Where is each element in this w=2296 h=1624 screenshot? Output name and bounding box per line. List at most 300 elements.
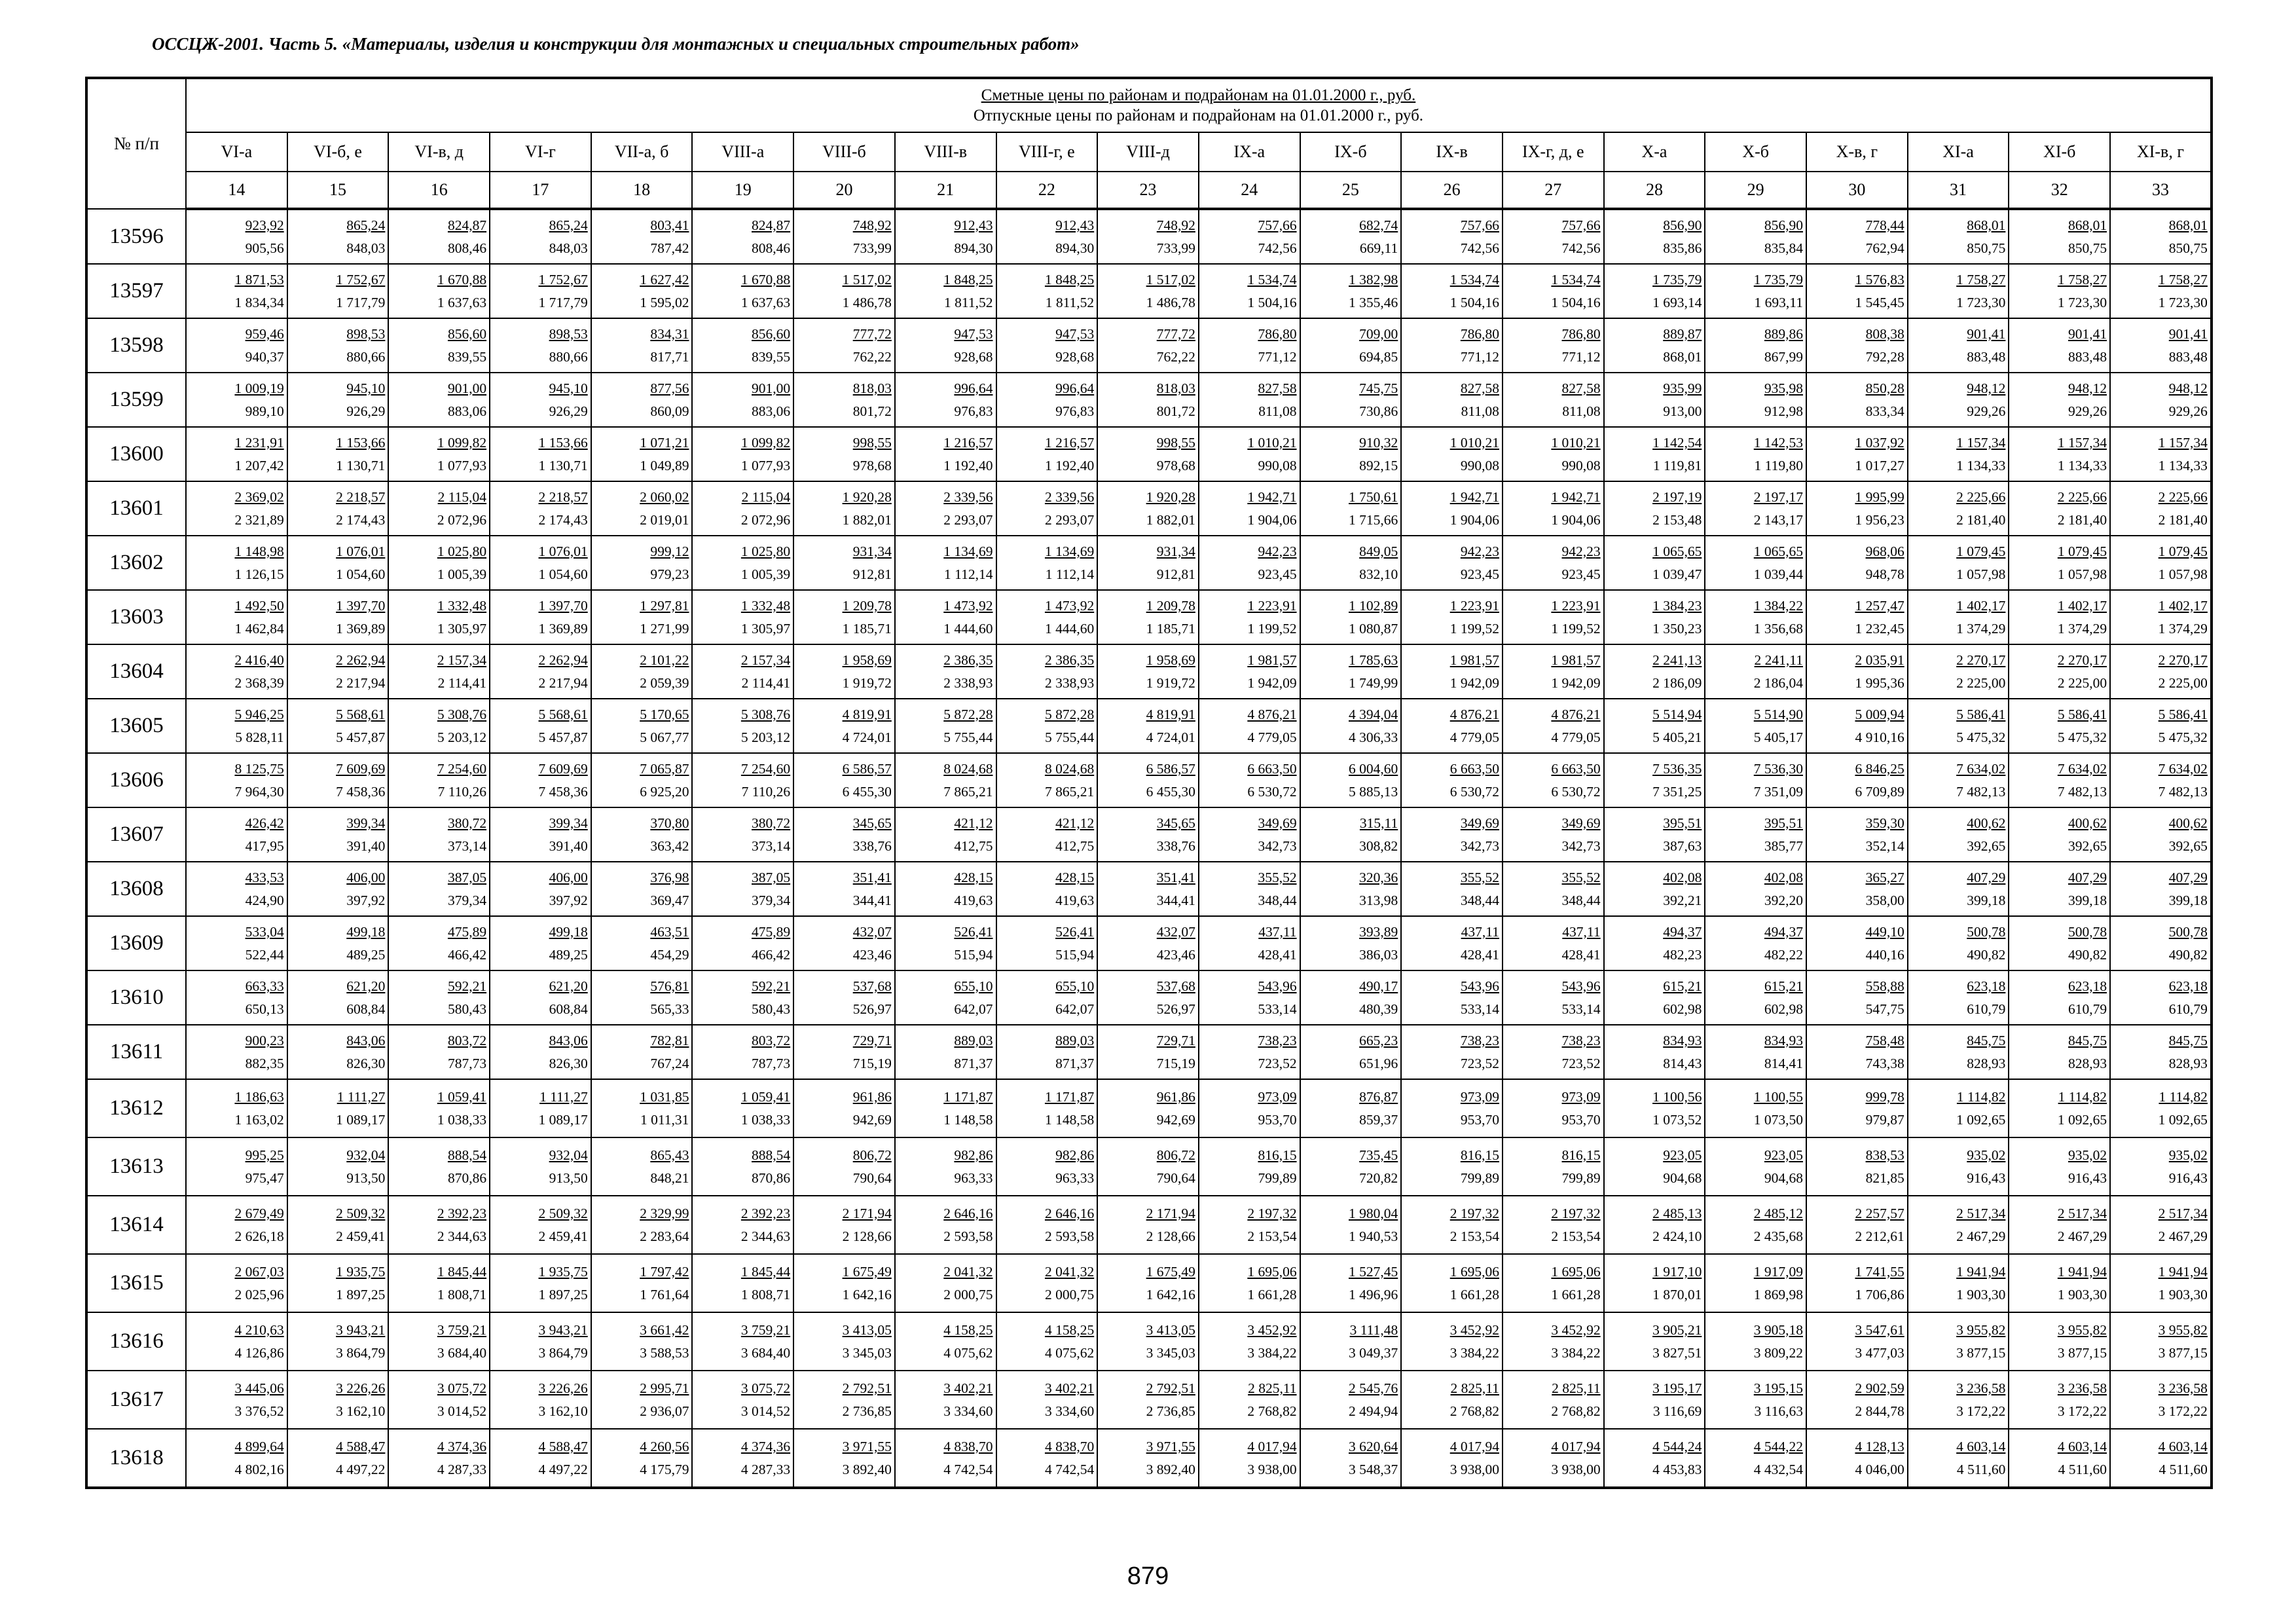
release-price: 860,09 [650, 403, 689, 419]
estimated-price: 2 197,32 [1551, 1205, 1601, 1221]
price-cell [1300, 1137, 1402, 1196]
release-price: 490,82 [2068, 946, 2107, 963]
release-price: 1 723,30 [2057, 294, 2107, 310]
estimated-price: 1 065,65 [1753, 543, 1803, 559]
price-cell [1199, 1312, 1300, 1371]
price-banner-header [186, 78, 2212, 132]
estimated-price: 3 452,92 [1551, 1321, 1601, 1338]
estimated-price: 1 209,78 [842, 597, 892, 614]
price-cell [692, 970, 793, 1025]
price-cell [1604, 1079, 1705, 1137]
release-price: 392,21 [1663, 892, 1702, 908]
price-cell [1401, 807, 1503, 862]
estimated-price: 2 101,22 [640, 652, 689, 668]
release-price: 2 736,85 [1146, 1403, 1195, 1419]
estimated-price: 1 025,80 [740, 543, 791, 559]
price-cell [591, 427, 693, 481]
estimated-price: 3 111,48 [1349, 1321, 1398, 1338]
release-price: 2 181,40 [2057, 511, 2107, 528]
price-cell [1503, 753, 1604, 807]
release-price: 771,12 [1460, 348, 1499, 365]
region-header: XI-в, г [2110, 132, 2212, 172]
release-price: 814,43 [1663, 1055, 1702, 1071]
estimated-price: 376,98 [650, 869, 689, 885]
estimated-price: 5 308,76 [740, 706, 791, 722]
estimated-price: 945,10 [549, 380, 588, 396]
release-price: 419,63 [954, 892, 993, 908]
release-price: 2 114,41 [741, 674, 791, 691]
region-header: VIII-д [1097, 132, 1199, 172]
estimated-price: 2 329,99 [640, 1205, 689, 1221]
price-cell [186, 536, 287, 590]
estimated-price: 959,46 [245, 325, 284, 342]
estimated-price: 349,69 [1561, 815, 1601, 831]
price-cell [1097, 1137, 1199, 1196]
price-cell [1097, 1429, 1199, 1488]
price-table [85, 77, 2213, 1489]
price-cell [793, 807, 895, 862]
estimated-price: 4 374,36 [437, 1438, 487, 1454]
release-price: 1 942,09 [1551, 674, 1601, 691]
estimated-price: 1 216,57 [943, 434, 993, 451]
price-cell [1097, 644, 1199, 699]
price-cell [793, 862, 895, 916]
release-price: 2 494,94 [1349, 1403, 1398, 1419]
estimated-price: 1 382,98 [1349, 271, 1398, 287]
release-price: 3 384,22 [1551, 1344, 1601, 1361]
price-cell [2009, 1137, 2110, 1196]
estimated-price: 968,06 [1865, 543, 1904, 559]
estimated-price: 935,99 [1663, 380, 1702, 396]
estimated-price: 6 004,60 [1349, 760, 1398, 777]
table-row [86, 753, 2212, 807]
release-price: 428,41 [1561, 946, 1601, 963]
estimated-price: 2 262,94 [336, 652, 386, 668]
estimated-price: 7 634,02 [2057, 760, 2107, 777]
estimated-price: 4 819,91 [1146, 706, 1195, 722]
release-price: 3 172,22 [2158, 1403, 2208, 1419]
price-cell [2110, 1079, 2212, 1137]
price-cell [1908, 1025, 2009, 1079]
release-price: 399,18 [1967, 892, 2006, 908]
estimated-price: 1 157,34 [1956, 434, 2006, 451]
estimated-price: 3 971,55 [842, 1438, 892, 1454]
release-price: 826,30 [346, 1055, 386, 1071]
release-price: 832,10 [1359, 566, 1398, 582]
release-price: 1 761,64 [640, 1286, 689, 1302]
price-cell [186, 590, 287, 644]
price-cell [2110, 1371, 2212, 1429]
estimated-price: 738,23 [1561, 1032, 1601, 1048]
release-price: 4 511,60 [2159, 1461, 2208, 1477]
release-price: 308,82 [1359, 838, 1398, 854]
release-price: 1 444,60 [943, 620, 993, 637]
release-price: 916,43 [2168, 1170, 2208, 1186]
price-cell [388, 1079, 490, 1137]
estimated-price: 3 547,61 [1855, 1321, 1904, 1338]
estimated-price: 2 386,35 [943, 652, 993, 668]
row-number: 13607 [86, 807, 186, 862]
price-cell [287, 644, 389, 699]
table-row [86, 536, 2212, 590]
release-price: 1 717,79 [538, 294, 588, 310]
estimated-price: 355,52 [1460, 869, 1499, 885]
price-cell [996, 536, 1098, 590]
estimated-price: 3 413,05 [1146, 1321, 1195, 1338]
estimated-price: 729,71 [852, 1032, 892, 1048]
price-cell [490, 970, 591, 1025]
estimated-price: 1 099,82 [740, 434, 791, 451]
table-row [86, 1254, 2212, 1312]
price-cell [1300, 1196, 1402, 1254]
release-price: 929,26 [1967, 403, 2006, 419]
estimated-price: 655,10 [954, 978, 993, 994]
estimated-price: 757,66 [1561, 217, 1601, 233]
region-header: X-б [1705, 132, 1806, 172]
release-price: 7 110,26 [437, 783, 487, 800]
release-price: 1 130,71 [336, 457, 386, 473]
estimated-price: 2 369,02 [234, 489, 284, 505]
release-price: 4 126,86 [234, 1344, 284, 1361]
release-price: 923,45 [1258, 566, 1297, 582]
price-cell [1908, 427, 2009, 481]
price-cell [1199, 209, 1300, 264]
estimated-price: 4 017,94 [1551, 1438, 1601, 1454]
price-cell [1097, 970, 1199, 1025]
estimated-price: 4 374,36 [740, 1438, 791, 1454]
release-price: 6 530,72 [1449, 783, 1499, 800]
price-cell [591, 1429, 693, 1488]
estimated-price: 380,72 [447, 815, 487, 831]
column-number-header: 23 [1097, 172, 1199, 209]
price-cell [793, 481, 895, 536]
release-price: 2 128,66 [1146, 1228, 1195, 1244]
row-number: 13612 [86, 1079, 186, 1137]
release-price: 7 458,36 [336, 783, 386, 800]
price-cell [1806, 264, 1908, 318]
release-price: 894,30 [954, 240, 993, 256]
release-price: 839,55 [447, 348, 487, 365]
release-price: 669,11 [1359, 240, 1398, 256]
price-cell [1705, 1254, 1806, 1312]
price-cell [2009, 916, 2110, 970]
price-cell [996, 1312, 1098, 1371]
price-cell [1908, 318, 2009, 373]
estimated-price: 973,09 [1561, 1088, 1601, 1105]
price-cell [793, 536, 895, 590]
release-price: 2 293,07 [943, 511, 993, 528]
release-price: 3 477,03 [1855, 1344, 1904, 1361]
estimated-price: 786,80 [1561, 325, 1601, 342]
price-cell [1199, 916, 1300, 970]
release-price: 1 811,52 [944, 294, 993, 310]
release-price: 602,98 [1663, 1001, 1702, 1017]
price-cell [1503, 209, 1604, 264]
release-price: 2 025,96 [234, 1286, 284, 1302]
price-cell [1503, 1079, 1604, 1137]
price-cell [1908, 264, 2009, 318]
estimated-price: 1 958,69 [842, 652, 892, 668]
release-price: 4 432,54 [1753, 1461, 1803, 1477]
price-cell [1097, 373, 1199, 427]
release-price: 1 808,71 [437, 1286, 487, 1302]
estimated-price: 845,75 [2068, 1032, 2107, 1048]
price-cell [1806, 1254, 1908, 1312]
release-price: 3 162,10 [336, 1403, 386, 1419]
estimated-price: 1 297,81 [640, 597, 689, 614]
estimated-price: 1 935,75 [538, 1263, 588, 1280]
release-price: 913,50 [549, 1170, 588, 1186]
estimated-price: 2 115,04 [437, 489, 487, 505]
release-price: 1 693,11 [1754, 294, 1803, 310]
estimated-price: 889,03 [1055, 1032, 1095, 1048]
estimated-price: 1 473,92 [1044, 597, 1095, 614]
release-price: 828,93 [2068, 1055, 2107, 1071]
estimated-price: 370,80 [650, 815, 689, 831]
price-cell [1401, 862, 1503, 916]
price-cell [1604, 1025, 1705, 1079]
price-cell [2009, 1254, 2110, 1312]
estimated-price: 2 197,32 [1247, 1205, 1297, 1221]
release-price: 1 011,31 [640, 1111, 689, 1128]
price-cell [1097, 1254, 1199, 1312]
estimated-price: 437,11 [1258, 923, 1297, 940]
region-header: VII-а, б [591, 132, 693, 172]
estimated-price: 777,72 [852, 325, 892, 342]
price-cell [1908, 862, 2009, 916]
release-price: 642,07 [1055, 1001, 1095, 1017]
estimated-price: 2 509,32 [336, 1205, 386, 1221]
price-cell [692, 536, 793, 590]
price-cell [287, 753, 389, 807]
estimated-price: 1 758,27 [1956, 271, 2006, 287]
release-price: 3 172,22 [2057, 1403, 2107, 1419]
estimated-price: 786,80 [1460, 325, 1499, 342]
estimated-price: 426,42 [245, 815, 284, 831]
release-price: 883,48 [1967, 348, 2006, 365]
estimated-price: 818,03 [852, 380, 892, 396]
estimated-price: 432,07 [1156, 923, 1195, 940]
estimated-price: 942,23 [1258, 543, 1297, 559]
estimated-price: 757,66 [1258, 217, 1297, 233]
release-price: 883,06 [752, 403, 791, 419]
estimated-price: 2 197,17 [1753, 489, 1803, 505]
price-cell [1806, 753, 1908, 807]
price-cell [996, 807, 1098, 862]
price-cell [2009, 807, 2110, 862]
estimated-price: 1 186,63 [234, 1088, 284, 1105]
release-price: 4 453,83 [1652, 1461, 1702, 1477]
release-price: 3 116,63 [1754, 1403, 1803, 1419]
estimated-price: 1 010,21 [1449, 434, 1499, 451]
estimated-price: 1 397,70 [538, 597, 588, 614]
price-cell [1199, 699, 1300, 753]
release-price: 839,55 [752, 348, 791, 365]
release-price: 790,64 [852, 1170, 892, 1186]
release-price: 870,86 [752, 1170, 791, 1186]
release-price: 3 938,00 [1247, 1461, 1297, 1477]
price-cell [2009, 1079, 2110, 1137]
release-price: 7 482,13 [2158, 783, 2208, 800]
release-price: 720,82 [1359, 1170, 1398, 1186]
price-cell [895, 807, 996, 862]
estimated-price: 2 517,34 [1956, 1205, 2006, 1221]
release-price: 3 334,60 [943, 1403, 993, 1419]
estimated-price: 834,93 [1764, 1032, 1803, 1048]
price-cell [287, 481, 389, 536]
estimated-price: 4 603,14 [1956, 1438, 2006, 1454]
release-price: 490,82 [1967, 946, 2006, 963]
table-row [86, 970, 2212, 1025]
price-cell [1705, 1137, 1806, 1196]
estimated-price: 2 646,16 [1044, 1205, 1095, 1221]
estimated-price: 3 905,21 [1652, 1321, 1702, 1338]
release-price: 787,73 [447, 1055, 487, 1071]
row-number: 13597 [86, 264, 186, 318]
price-cell [996, 699, 1098, 753]
estimated-price: 982,86 [1055, 1147, 1095, 1163]
price-cell [1300, 373, 1402, 427]
release-price: 392,20 [1764, 892, 1803, 908]
release-price: 4 175,79 [640, 1461, 689, 1477]
release-price: 1 642,16 [842, 1286, 892, 1302]
release-price: 5 405,17 [1753, 729, 1803, 745]
release-price: 379,34 [752, 892, 791, 908]
release-price: 397,92 [549, 892, 588, 908]
price-cell [186, 481, 287, 536]
price-cell [1300, 970, 1402, 1025]
release-price: 6 455,30 [842, 783, 892, 800]
estimated-price: 576,81 [650, 978, 689, 994]
estimated-price: 421,12 [1055, 815, 1095, 831]
price-cell [1097, 318, 1199, 373]
release-price: 848,21 [650, 1170, 689, 1186]
price-cell [1806, 1429, 1908, 1488]
estimated-price: 2 386,35 [1044, 652, 1095, 668]
release-price: 1 369,89 [538, 620, 588, 637]
estimated-price: 973,09 [1460, 1088, 1499, 1105]
estimated-price: 1 752,67 [336, 271, 386, 287]
release-price: 1 504,16 [1551, 294, 1601, 310]
table-row [86, 1025, 2212, 1079]
release-price: 1 134,33 [2158, 457, 2208, 473]
price-cell [186, 753, 287, 807]
release-price: 1 486,78 [842, 294, 892, 310]
price-cell [1503, 862, 1604, 916]
estimated-price: 7 609,69 [538, 760, 588, 777]
release-price: 2 153,54 [1449, 1228, 1499, 1244]
price-cell [996, 1254, 1098, 1312]
price-cell [2110, 753, 2212, 807]
price-cell [490, 209, 591, 264]
estimated-price: 2 257,57 [1855, 1205, 1904, 1221]
page-number: 879 [1127, 1562, 1169, 1590]
release-price: 4 724,01 [842, 729, 892, 745]
price-cell [2110, 916, 2212, 970]
release-price: 1 919,72 [842, 674, 892, 691]
estimated-price: 400,62 [2068, 815, 2107, 831]
release-price: 3 892,40 [1146, 1461, 1195, 1477]
price-cell [1503, 1196, 1604, 1254]
release-price: 1 882,01 [1146, 511, 1195, 528]
price-cell [591, 699, 693, 753]
column-number-header: 30 [1806, 172, 1908, 209]
price-cell [996, 1079, 1098, 1137]
estimated-price: 782,81 [650, 1032, 689, 1048]
price-cell [490, 1371, 591, 1429]
region-header: VIII-г, е [996, 132, 1098, 172]
release-price: 2 181,40 [2158, 511, 2208, 528]
price-cell [1705, 916, 1806, 970]
release-price: 1 904,06 [1449, 511, 1499, 528]
estimated-price: 1 142,53 [1753, 434, 1803, 451]
price-cell [996, 1196, 1098, 1254]
estimated-price: 537,68 [1156, 978, 1195, 994]
estimated-price: 2 792,51 [842, 1380, 892, 1396]
estimated-price: 615,21 [1764, 978, 1803, 994]
estimated-price: 2 157,34 [740, 652, 791, 668]
estimated-price: 748,92 [1156, 217, 1195, 233]
price-cell [490, 1025, 591, 1079]
release-price: 610,79 [1967, 1001, 2006, 1017]
release-price: 1 199,52 [1551, 620, 1601, 637]
price-cell [388, 1312, 490, 1371]
estimated-price: 1 735,79 [1652, 271, 1702, 287]
column-number-header: 26 [1401, 172, 1503, 209]
release-price: 808,46 [447, 240, 487, 256]
price-cell [2009, 536, 2110, 590]
price-cell [1806, 916, 1908, 970]
estimated-price: 1 981,57 [1551, 652, 1601, 668]
estimated-price: 1 148,98 [234, 543, 284, 559]
release-price: 642,07 [954, 1001, 993, 1017]
estimated-price: 1 157,34 [2158, 434, 2208, 451]
estimated-price: 543,96 [1258, 978, 1297, 994]
price-cell [186, 264, 287, 318]
price-cell [490, 807, 591, 862]
price-cell [895, 644, 996, 699]
row-number: 13606 [86, 753, 186, 807]
estimated-price: 1 670,88 [437, 271, 487, 287]
estimated-price: 2 270,17 [1956, 652, 2006, 668]
price-cell [1705, 1079, 1806, 1137]
release-price: 2 768,82 [1247, 1403, 1297, 1419]
release-price: 963,33 [954, 1170, 993, 1186]
release-price: 2 153,48 [1652, 511, 1702, 528]
estimated-price: 1 079,45 [2158, 543, 2208, 559]
price-cell [1300, 1079, 1402, 1137]
price-cell [2110, 644, 2212, 699]
release-price: 1 834,34 [234, 294, 284, 310]
release-price: 5 755,44 [1044, 729, 1095, 745]
release-price: 1 185,71 [1146, 620, 1195, 637]
estimated-price: 3 402,21 [943, 1380, 993, 1396]
release-price: 392,65 [2068, 838, 2107, 854]
region-header: VIII-б [793, 132, 895, 172]
price-cell [1806, 1137, 1908, 1196]
row-number: 13601 [86, 481, 186, 536]
estimated-price: 4 544,24 [1652, 1438, 1702, 1454]
release-price: 940,37 [245, 348, 284, 365]
release-price: 1 374,29 [2057, 620, 2107, 637]
release-price: 385,77 [1764, 838, 1803, 854]
estimated-price: 4 158,25 [943, 1321, 993, 1338]
price-cell [490, 427, 591, 481]
release-price: 610,79 [2068, 1001, 2107, 1017]
release-price: 1 869,98 [1753, 1286, 1803, 1302]
estimated-price: 2 241,11 [1754, 652, 1803, 668]
price-cell [591, 209, 693, 264]
